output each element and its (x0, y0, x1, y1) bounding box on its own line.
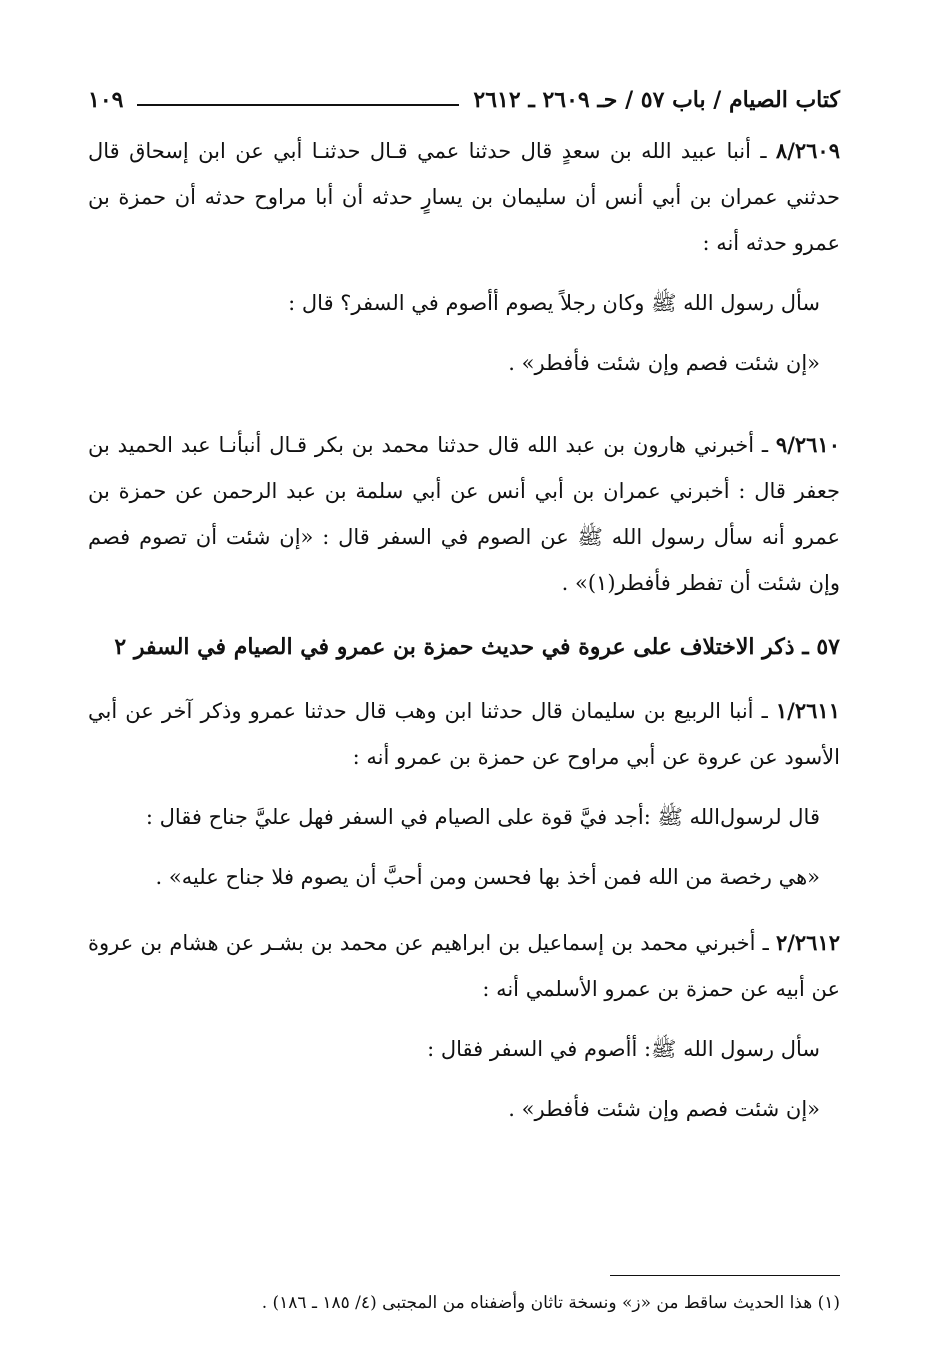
isnad-text: ـ أنبا عبيد الله بن سعدٍ قال حدثنا عمي قـال حدثنـا أبي عن ابن إسحاق قال حدثني عمران بن أبي أنس أن سليمان بن يسارٍ حدثه أن أبا مراوح حدثه أن حمزة بن عمرو حدثه أنه : (88, 139, 840, 255)
page-header (88, 80, 840, 120)
section-heading: ٥٧ ـ ذكر الاختلاف على عروة في حديث حمزة بن عمرو في الصيام في السفر ٢ (114, 634, 840, 660)
running-title: كتاب الصيام / باب ٥٧ / حـ ٢٦٠٩ ـ ٢٦١٢ (473, 87, 840, 113)
hadith-number: ٨/٢٦٠٩ (775, 138, 840, 163)
footnote-rule (610, 1275, 840, 1276)
header-rule (137, 104, 459, 106)
hadith-2611-isnad (88, 688, 840, 780)
isnad-text: ـ أخبرني هارون بن عبد الله قال حدثنا محمد بن بكر قـال أنبأنـا عبد الحميد بن جعفر قال : أخبرني عمران بن أبي أنس عن أبي سلمة بن عبد الرحمن عن حمزة بن عمرو أنه سأل رسول الله ﷺ عن الصوم في السفر قال : «إن شئت أن تصوم فصم وإن شئت أن تفطر فأفطر(١)» . (88, 433, 840, 595)
hadith-2609-line: سأل رسول الله ﷺ وكان رجلاً يصوم أأصوم في السفر؟ قال : (288, 291, 820, 315)
hadith-2609-line: «إن شئت فصم وإن شئت فأفطر» . (508, 351, 820, 375)
page-body (88, 128, 840, 1132)
isnad-text: ـ أنبا الربيع بن سليمان قال حدثنا ابن وهب قال حدثنا عمرو وذكر آخر عن أبي الأسود عن عروة عن أبي مراوح عن حمزة بن عمرو أنه : (88, 699, 840, 769)
hadith-2609-isnad (88, 128, 840, 266)
hadith-2611-line: «هي رخصة من الله فمن أخذ بها فحسن ومن أحبَّ أن يصوم فلا جناح عليه» . (155, 865, 820, 889)
hadith-number: ٢/٢٦١٢ (775, 930, 841, 955)
hadith-number: ١/٢٦١١ (775, 698, 840, 723)
hadith-2610-text (88, 422, 840, 606)
isnad-text: ـ أخبرني محمد بن إسماعيل بن ابراهيم عن محمد بن بشـر عن هشام بن عروة عن أبيه عن حمزة بن عمرو الأسلمي أنه : (88, 931, 840, 1001)
hadith-number: ٩/٢٦١٠ (775, 432, 840, 457)
page-number: ١٠٩ (88, 87, 124, 113)
hadith-2612-isnad (88, 920, 840, 1012)
hadith-2612-line: سأل رسول الله ﷺ: أأصوم في السفر فقال : (427, 1037, 820, 1061)
hadith-2612-line: «إن شئت فصم وإن شئت فأفطر» . (508, 1097, 820, 1121)
footnote: (١) هذا الحديث ساقط من «ز» ونسخة تاثان وأضفناه من المجتبى (٤/ ١٨٥ ـ ١٨٦) . (261, 1293, 840, 1313)
hadith-2611-line: قال لرسول‌الله ﷺ :أجد فيَّ قوة على الصيام في السفر فهل عليَّ جناح فقال : (145, 805, 820, 829)
